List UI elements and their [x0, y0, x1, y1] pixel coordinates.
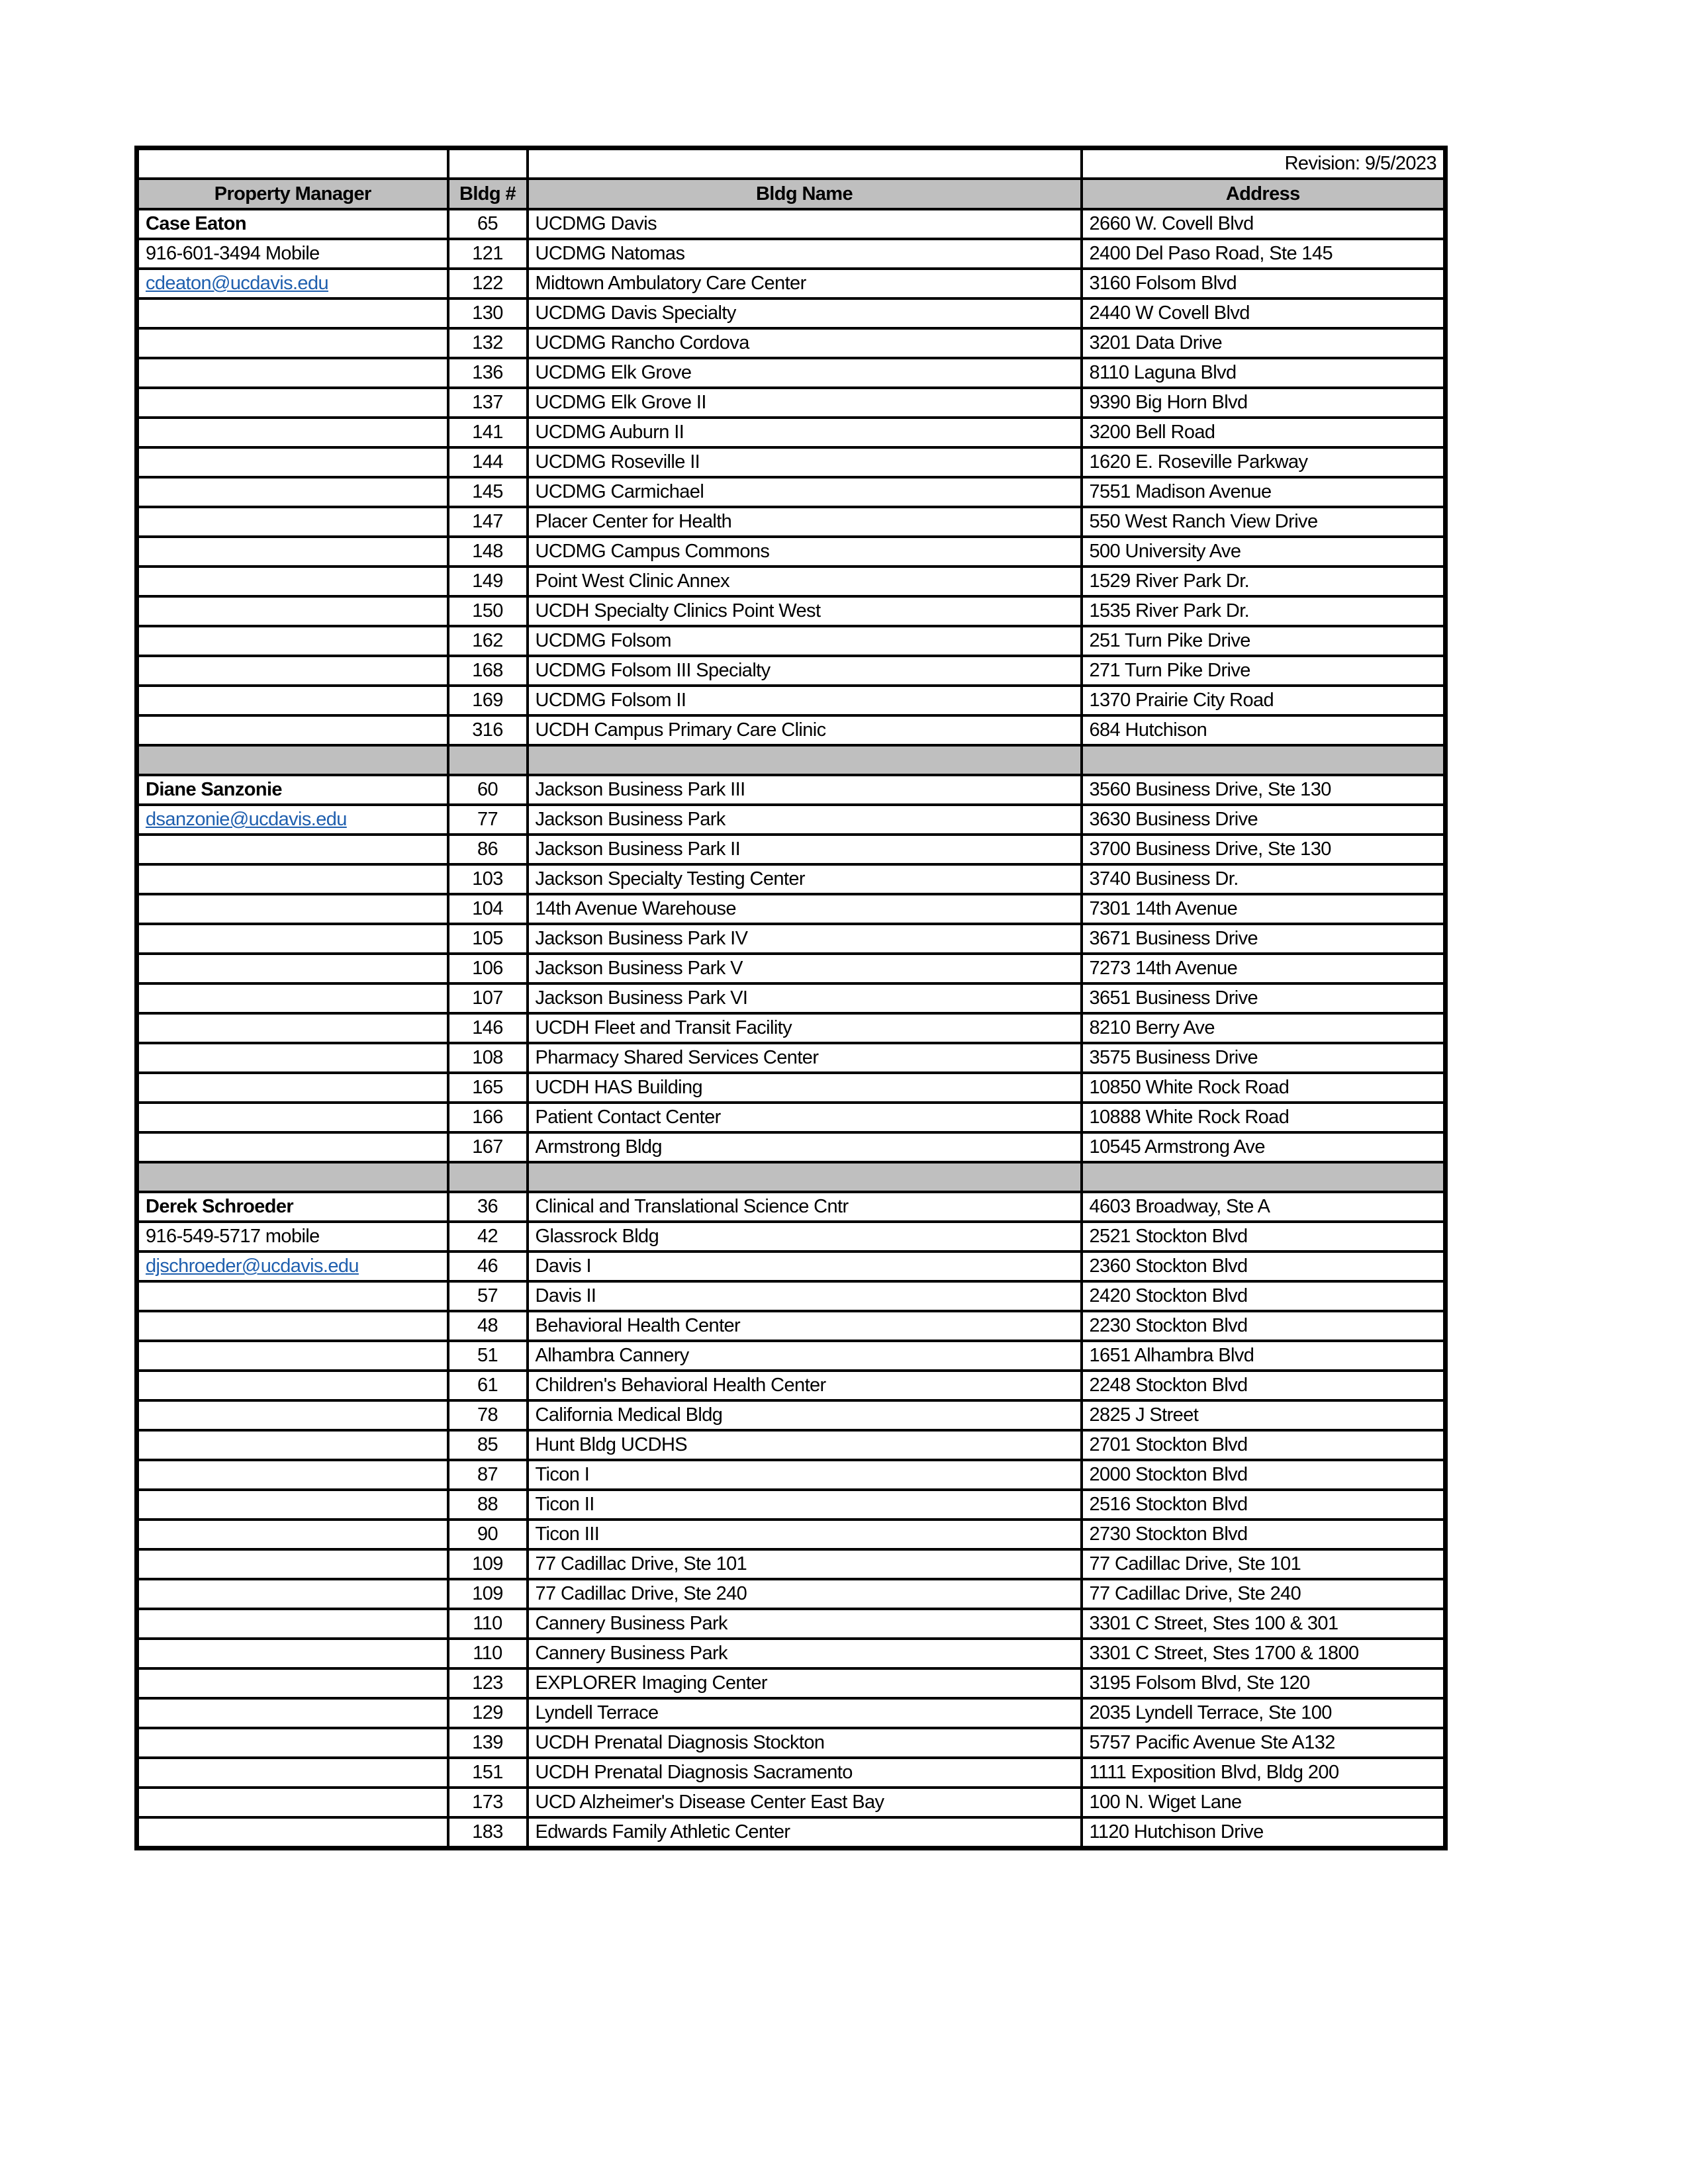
manager-cell: [137, 1192, 448, 1222]
bldg-number: 61: [448, 1371, 528, 1400]
empty-manager-cell: [137, 567, 448, 596]
bldg-name: Jackson Business Park V: [528, 954, 1082, 983]
table-row: [137, 209, 1446, 239]
bldg-address: 8210 Berry Ave: [1082, 1013, 1446, 1043]
table-row: [137, 1371, 1446, 1400]
bldg-name: Ticon III: [528, 1520, 1082, 1549]
table-row: [137, 1311, 1446, 1341]
table-row: [137, 686, 1446, 715]
empty-manager-cell: [137, 656, 448, 686]
bldg-number: 107: [448, 983, 528, 1013]
bldg-address: 1120 Hutchison Drive: [1082, 1817, 1446, 1848]
bldg-name: Jackson Business Park III: [528, 775, 1082, 805]
bldg-address: 3301 C Street, Stes 100 & 301: [1082, 1609, 1446, 1639]
bldg-name: Hunt Bldg UCDHS: [528, 1430, 1082, 1460]
table-row: [137, 358, 1446, 388]
empty-cell: [137, 148, 448, 179]
manager-cell: [137, 239, 448, 269]
bldg-address: 2701 Stockton Blvd: [1082, 1430, 1446, 1460]
bldg-name: Patient Contact Center: [528, 1103, 1082, 1132]
bldg-name: UCDMG Roseville II: [528, 447, 1082, 477]
group-separator-row: [137, 745, 1446, 775]
bldg-number: 87: [448, 1460, 528, 1490]
table-row: [137, 715, 1446, 745]
table-row: [137, 1609, 1446, 1639]
manager-name: Diane Sanzonie: [146, 779, 282, 800]
bldg-number: 149: [448, 567, 528, 596]
bldg-address: 684 Hutchison: [1082, 715, 1446, 745]
bldg-address: 271 Turn Pike Drive: [1082, 656, 1446, 686]
column-header-row: [137, 179, 1446, 209]
header-address: Address: [1082, 179, 1446, 209]
bldg-name: Cannery Business Park: [528, 1639, 1082, 1668]
table-row: [137, 1817, 1446, 1848]
bldg-name: 14th Avenue Warehouse: [528, 894, 1082, 924]
bldg-number: 183: [448, 1817, 528, 1848]
bldg-name: 77 Cadillac Drive, Ste 101: [528, 1549, 1082, 1579]
empty-manager-cell: [137, 954, 448, 983]
bldg-address: 7301 14th Avenue: [1082, 894, 1446, 924]
bldg-address: 5757 Pacific Avenue Ste A132: [1082, 1728, 1446, 1758]
empty-manager-cell: [137, 477, 448, 507]
bldg-address: 3630 Business Drive: [1082, 805, 1446, 835]
bldg-number: 110: [448, 1639, 528, 1668]
bldg-name: Children's Behavioral Health Center: [528, 1371, 1082, 1400]
table-row: [137, 1460, 1446, 1490]
bldg-address: 1111 Exposition Blvd, Bldg 200: [1082, 1758, 1446, 1788]
table-row: [137, 537, 1446, 567]
manager-name: Case Eaton: [146, 213, 246, 234]
manager-cell: [137, 805, 448, 835]
bldg-number: 167: [448, 1132, 528, 1162]
bldg-address: 3201 Data Drive: [1082, 328, 1446, 358]
bldg-address: 2660 W. Covell Blvd: [1082, 209, 1446, 239]
separator-cell: [528, 745, 1082, 775]
bldg-address: 8110 Laguna Blvd: [1082, 358, 1446, 388]
bldg-address: 1620 E. Roseville Parkway: [1082, 447, 1446, 477]
separator-cell: [528, 1162, 1082, 1192]
bldg-address: 2420 Stockton Blvd: [1082, 1281, 1446, 1311]
separator-cell: [448, 745, 528, 775]
bldg-name: Edwards Family Athletic Center: [528, 1817, 1082, 1848]
bldg-address: 3575 Business Drive: [1082, 1043, 1446, 1073]
empty-manager-cell: [137, 1460, 448, 1490]
empty-manager-cell: [137, 1520, 448, 1549]
bldg-number: 136: [448, 358, 528, 388]
separator-cell: [448, 1162, 528, 1192]
header-bldg-number: Bldg #: [448, 179, 528, 209]
bldg-name: UCDMG Davis: [528, 209, 1082, 239]
table-row: [137, 1668, 1446, 1698]
bldg-number: 48: [448, 1311, 528, 1341]
bldg-address: 1651 Alhambra Blvd: [1082, 1341, 1446, 1371]
bldg-number: 129: [448, 1698, 528, 1728]
bldg-number: 109: [448, 1579, 528, 1609]
table-row: [137, 775, 1446, 805]
bldg-name: Lyndell Terrace: [528, 1698, 1082, 1728]
separator-cell: [1082, 1162, 1446, 1192]
bldg-name: UCDMG Elk Grove II: [528, 388, 1082, 418]
empty-manager-cell: [137, 1103, 448, 1132]
bldg-name: UCDH Specialty Clinics Point West: [528, 596, 1082, 626]
bldg-name: Cannery Business Park: [528, 1609, 1082, 1639]
empty-manager-cell: [137, 1609, 448, 1639]
bldg-number: 65: [448, 209, 528, 239]
bldg-address: 77 Cadillac Drive, Ste 240: [1082, 1579, 1446, 1609]
bldg-number: 132: [448, 328, 528, 358]
bldg-address: 7273 14th Avenue: [1082, 954, 1446, 983]
manager-phone: 916-601-3494 Mobile: [146, 243, 320, 264]
bldg-name: UCDMG Auburn II: [528, 418, 1082, 447]
bldg-number: 169: [448, 686, 528, 715]
header-bldg-name: Bldg Name: [528, 179, 1082, 209]
separator-cell: [137, 1162, 448, 1192]
table-row: [137, 983, 1446, 1013]
bldg-name: California Medical Bldg: [528, 1400, 1082, 1430]
bldg-address: 2825 J Street: [1082, 1400, 1446, 1430]
bldg-name: Midtown Ambulatory Care Center: [528, 269, 1082, 298]
bldg-name: Placer Center for Health: [528, 507, 1082, 537]
table-row: [137, 1132, 1446, 1162]
empty-manager-cell: [137, 983, 448, 1013]
table-row: [137, 924, 1446, 954]
bldg-number: 146: [448, 1013, 528, 1043]
bldg-number: 166: [448, 1103, 528, 1132]
empty-manager-cell: [137, 715, 448, 745]
table-row: [137, 567, 1446, 596]
bldg-number: 162: [448, 626, 528, 656]
bldg-number: 165: [448, 1073, 528, 1103]
bldg-name: UCDMG Elk Grove: [528, 358, 1082, 388]
bldg-name: EXPLORER Imaging Center: [528, 1668, 1082, 1698]
bldg-number: 123: [448, 1668, 528, 1698]
bldg-number: 78: [448, 1400, 528, 1430]
table-row: [137, 835, 1446, 864]
bldg-address: 2000 Stockton Blvd: [1082, 1460, 1446, 1490]
table-row: [137, 596, 1446, 626]
bldg-address: 9390 Big Horn Blvd: [1082, 388, 1446, 418]
bldg-name: UCDH Prenatal Diagnosis Sacramento: [528, 1758, 1082, 1788]
bldg-address: 251 Turn Pike Drive: [1082, 626, 1446, 656]
bldg-name: Pharmacy Shared Services Center: [528, 1043, 1082, 1073]
table-row: [137, 1192, 1446, 1222]
empty-manager-cell: [137, 1043, 448, 1073]
bldg-number: 77: [448, 805, 528, 835]
bldg-address: 2440 W Covell Blvd: [1082, 298, 1446, 328]
table-row: [137, 805, 1446, 835]
table-row: [137, 954, 1446, 983]
table-row: [137, 1549, 1446, 1579]
table-row: [137, 1043, 1446, 1073]
table-row: [137, 447, 1446, 477]
table-row: [137, 1400, 1446, 1430]
table-row: [137, 298, 1446, 328]
manager-email-link[interactable]: djschroeder@ucdavis.edu: [146, 1255, 359, 1277]
manager-cell: [137, 209, 448, 239]
empty-manager-cell: [137, 835, 448, 864]
bldg-number: 36: [448, 1192, 528, 1222]
separator-cell: [1082, 745, 1446, 775]
table-row: [137, 1013, 1446, 1043]
bldg-name: UCDMG Davis Specialty: [528, 298, 1082, 328]
bldg-address: 1370 Prairie City Road: [1082, 686, 1446, 715]
manager-cell: [137, 269, 448, 298]
bldg-number: 106: [448, 954, 528, 983]
table-row: [137, 1251, 1446, 1281]
bldg-name: UCDH HAS Building: [528, 1073, 1082, 1103]
bldg-number: 130: [448, 298, 528, 328]
bldg-number: 316: [448, 715, 528, 745]
empty-manager-cell: [137, 1788, 448, 1817]
table-row: [137, 1520, 1446, 1549]
table-row: [137, 269, 1446, 298]
empty-manager-cell: [137, 864, 448, 894]
bldg-address: 3301 C Street, Stes 1700 & 1800: [1082, 1639, 1446, 1668]
bldg-number: 168: [448, 656, 528, 686]
bldg-name: UCDMG Natomas: [528, 239, 1082, 269]
table-row: [137, 864, 1446, 894]
empty-manager-cell: [137, 626, 448, 656]
empty-manager-cell: [137, 418, 448, 447]
bldg-address: 1535 River Park Dr.: [1082, 596, 1446, 626]
bldg-address: 2730 Stockton Blvd: [1082, 1520, 1446, 1549]
table-row: [137, 1728, 1446, 1758]
bldg-number: 121: [448, 239, 528, 269]
table-row: [137, 1073, 1446, 1103]
empty-manager-cell: [137, 1758, 448, 1788]
bldg-number: 144: [448, 447, 528, 477]
bldg-address: 2521 Stockton Blvd: [1082, 1222, 1446, 1251]
bldg-number: 57: [448, 1281, 528, 1311]
empty-manager-cell: [137, 1311, 448, 1341]
bldg-number: 86: [448, 835, 528, 864]
empty-manager-cell: [137, 1073, 448, 1103]
table-row: [137, 1341, 1446, 1371]
table-row: [137, 1698, 1446, 1728]
revision-date: Revision: 9/5/2023: [1082, 148, 1446, 179]
bldg-number: 88: [448, 1490, 528, 1520]
manager-cell: [137, 1251, 448, 1281]
empty-manager-cell: [137, 1371, 448, 1400]
table-body: [137, 209, 1446, 1848]
bldg-name: Jackson Specialty Testing Center: [528, 864, 1082, 894]
bldg-address: 2230 Stockton Blvd: [1082, 1311, 1446, 1341]
bldg-number: 60: [448, 775, 528, 805]
bldg-address: 10888 White Rock Road: [1082, 1103, 1446, 1132]
bldg-number: 85: [448, 1430, 528, 1460]
bldg-number: 141: [448, 418, 528, 447]
empty-manager-cell: [137, 1013, 448, 1043]
bldg-name: UCDH Campus Primary Care Clinic: [528, 715, 1082, 745]
bldg-number: 147: [448, 507, 528, 537]
manager-cell: [137, 1222, 448, 1251]
table-row: [137, 1788, 1446, 1817]
bldg-name: Davis II: [528, 1281, 1082, 1311]
bldg-address: 3740 Business Dr.: [1082, 864, 1446, 894]
empty-manager-cell: [137, 894, 448, 924]
bldg-name: UCDMG Folsom III Specialty: [528, 656, 1082, 686]
bldg-name: UCDH Fleet and Transit Facility: [528, 1013, 1082, 1043]
empty-manager-cell: [137, 1728, 448, 1758]
bldg-address: 100 N. Wiget Lane: [1082, 1788, 1446, 1817]
bldg-address: 3671 Business Drive: [1082, 924, 1446, 954]
bldg-number: 42: [448, 1222, 528, 1251]
table-row: [137, 1758, 1446, 1788]
bldg-address: 3560 Business Drive, Ste 130: [1082, 775, 1446, 805]
table-row: [137, 328, 1446, 358]
empty-manager-cell: [137, 358, 448, 388]
empty-manager-cell: [137, 298, 448, 328]
empty-manager-cell: [137, 388, 448, 418]
bldg-name: Jackson Business Park II: [528, 835, 1082, 864]
group-separator-row: [137, 1162, 1446, 1192]
bldg-name: Point West Clinic Annex: [528, 567, 1082, 596]
bldg-address: 500 University Ave: [1082, 537, 1446, 567]
bldg-address: 3195 Folsom Blvd, Ste 120: [1082, 1668, 1446, 1698]
empty-manager-cell: [137, 1341, 448, 1371]
empty-manager-cell: [137, 1817, 448, 1848]
empty-manager-cell: [137, 447, 448, 477]
header-property-manager: Property Manager: [137, 179, 448, 209]
revision-row: [137, 148, 1446, 179]
table-row: [137, 1639, 1446, 1668]
bldg-address: 10545 Armstrong Ave: [1082, 1132, 1446, 1162]
table-row: [137, 1579, 1446, 1609]
bldg-name: UCDMG Folsom: [528, 626, 1082, 656]
table-row: [137, 1222, 1446, 1251]
table-row: [137, 656, 1446, 686]
bldg-number: 90: [448, 1520, 528, 1549]
empty-cell: [528, 148, 1082, 179]
bldg-address: 3700 Business Drive, Ste 130: [1082, 835, 1446, 864]
table-row: [137, 477, 1446, 507]
bldg-number: 151: [448, 1758, 528, 1788]
manager-cell: [137, 775, 448, 805]
table-row: [137, 507, 1446, 537]
bldg-address: 77 Cadillac Drive, Ste 101: [1082, 1549, 1446, 1579]
bldg-name: UCDMG Rancho Cordova: [528, 328, 1082, 358]
bldg-number: 104: [448, 894, 528, 924]
empty-manager-cell: [137, 328, 448, 358]
bldg-name: Jackson Business Park: [528, 805, 1082, 835]
bldg-address: 3651 Business Drive: [1082, 983, 1446, 1013]
manager-name: Derek Schroeder: [146, 1196, 294, 1217]
empty-manager-cell: [137, 1549, 448, 1579]
bldg-address: 2516 Stockton Blvd: [1082, 1490, 1446, 1520]
table-row: [137, 239, 1446, 269]
empty-manager-cell: [137, 686, 448, 715]
bldg-name: UCDMG Carmichael: [528, 477, 1082, 507]
bldg-name: Jackson Business Park VI: [528, 983, 1082, 1013]
manager-phone: 916-549-5717 mobile: [146, 1226, 320, 1247]
bldg-number: 108: [448, 1043, 528, 1073]
empty-manager-cell: [137, 924, 448, 954]
bldg-number: 173: [448, 1788, 528, 1817]
bldg-name: Ticon I: [528, 1460, 1082, 1490]
bldg-address: 550 West Ranch View Drive: [1082, 507, 1446, 537]
bldg-number: 139: [448, 1728, 528, 1758]
table-row: [137, 1103, 1446, 1132]
bldg-name: Behavioral Health Center: [528, 1311, 1082, 1341]
bldg-name: Ticon II: [528, 1490, 1082, 1520]
separator-cell: [137, 745, 448, 775]
bldg-address: 2360 Stockton Blvd: [1082, 1251, 1446, 1281]
empty-manager-cell: [137, 1579, 448, 1609]
bldg-address: 2248 Stockton Blvd: [1082, 1371, 1446, 1400]
table-row: [137, 418, 1446, 447]
empty-cell: [448, 148, 528, 179]
empty-manager-cell: [137, 1132, 448, 1162]
bldg-number: 109: [448, 1549, 528, 1579]
bldg-address: 7551 Madison Avenue: [1082, 477, 1446, 507]
bldg-number: 110: [448, 1609, 528, 1639]
bldg-name: UCD Alzheimer's Disease Center East Bay: [528, 1788, 1082, 1817]
table-row: [137, 1281, 1446, 1311]
empty-manager-cell: [137, 1668, 448, 1698]
empty-manager-cell: [137, 537, 448, 567]
empty-manager-cell: [137, 1281, 448, 1311]
empty-manager-cell: [137, 1430, 448, 1460]
bldg-name: UCDMG Folsom II: [528, 686, 1082, 715]
bldg-name: Glassrock Bldg: [528, 1222, 1082, 1251]
bldg-number: 105: [448, 924, 528, 954]
table-row: [137, 894, 1446, 924]
property-manager-table: [134, 146, 1448, 1850]
bldg-number: 46: [448, 1251, 528, 1281]
bldg-address: 2035 Lyndell Terrace, Ste 100: [1082, 1698, 1446, 1728]
bldg-number: 122: [448, 269, 528, 298]
bldg-name: Davis I: [528, 1251, 1082, 1281]
bldg-address: 3160 Folsom Blvd: [1082, 269, 1446, 298]
empty-manager-cell: [137, 1639, 448, 1668]
bldg-number: 103: [448, 864, 528, 894]
bldg-number: 145: [448, 477, 528, 507]
empty-manager-cell: [137, 1400, 448, 1430]
bldg-address: 2400 Del Paso Road, Ste 145: [1082, 239, 1446, 269]
table-row: [137, 626, 1446, 656]
bldg-address: 10850 White Rock Road: [1082, 1073, 1446, 1103]
bldg-name: Alhambra Cannery: [528, 1341, 1082, 1371]
table-row: [137, 388, 1446, 418]
bldg-name: Clinical and Translational Science Cntr: [528, 1192, 1082, 1222]
bldg-number: 148: [448, 537, 528, 567]
bldg-address: 1529 River Park Dr.: [1082, 567, 1446, 596]
empty-manager-cell: [137, 507, 448, 537]
manager-email-link[interactable]: dsanzonie@ucdavis.edu: [146, 809, 347, 830]
empty-manager-cell: [137, 1698, 448, 1728]
manager-email-link[interactable]: cdeaton@ucdavis.edu: [146, 273, 329, 294]
bldg-name: UCDMG Campus Commons: [528, 537, 1082, 567]
bldg-name: UCDH Prenatal Diagnosis Stockton: [528, 1728, 1082, 1758]
bldg-number: 137: [448, 388, 528, 418]
bldg-address: 4603 Broadway, Ste A: [1082, 1192, 1446, 1222]
bldg-name: 77 Cadillac Drive, Ste 240: [528, 1579, 1082, 1609]
bldg-name: Armstrong Bldg: [528, 1132, 1082, 1162]
bldg-number: 51: [448, 1341, 528, 1371]
bldg-name: Jackson Business Park IV: [528, 924, 1082, 954]
empty-manager-cell: [137, 1490, 448, 1520]
table-row: [137, 1490, 1446, 1520]
table-row: [137, 1430, 1446, 1460]
bldg-address: 3200 Bell Road: [1082, 418, 1446, 447]
bldg-number: 150: [448, 596, 528, 626]
empty-manager-cell: [137, 596, 448, 626]
